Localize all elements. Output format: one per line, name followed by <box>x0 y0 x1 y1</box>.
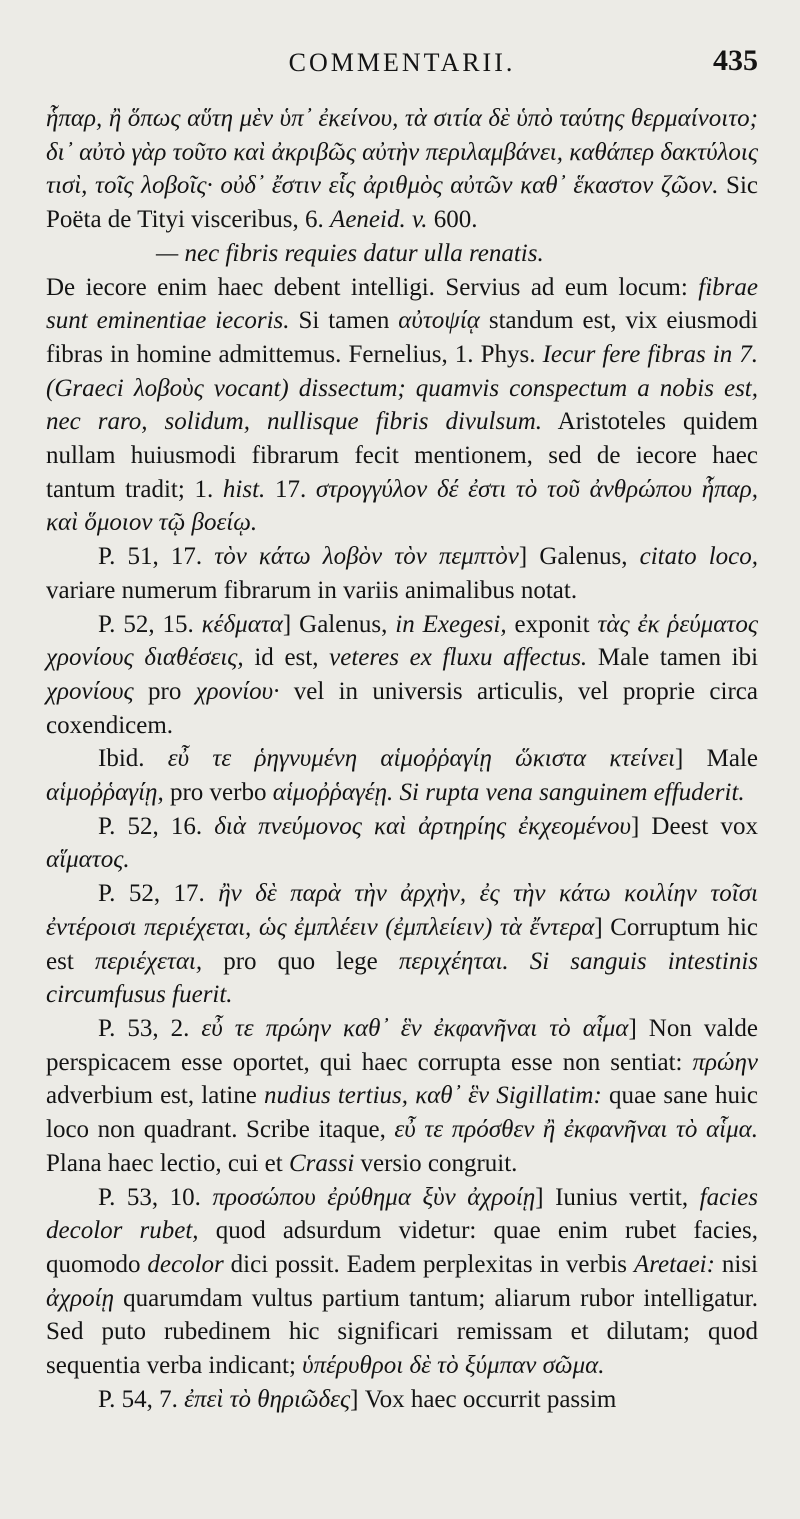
greek-text: ἢν δὲ παρὰ τὴν ἀρχὴν, ἐς τὴν κάτω κοιλίην τοῖσι ἐντέροισι περιέχεται, ὡς ἐμπλέειν (ἐμπλείειν) τὰ ἔντερα <box>46 880 758 941</box>
text-run: ] Vox haec occurrit passim <box>350 1385 617 1413</box>
greek-text: προσώπου ἐρύθημα ξὺν ἀχροίῃ <box>212 1183 536 1211</box>
page-body-text <box>46 102 758 1416</box>
italic-text: Si rupta vena sanguinem effuderit. <box>399 779 745 807</box>
text-run: Ibid. <box>98 745 168 773</box>
text-run: Plana haec lectio, cui et <box>46 1149 289 1177</box>
italic-text: in Exegesi, <box>395 610 507 638</box>
greek-text: τὰς ἐκ ῥεύματος χρονίους διαθέσεις, <box>46 610 758 672</box>
text-run: De iecore enim haec debent intelligi. Servius ad eum locum: <box>46 273 699 301</box>
text-run: quod adsurdum videtur: quae enim rubet facies, quomodo <box>46 1217 758 1278</box>
text-run: 600. <box>427 206 478 234</box>
paragraph <box>46 1181 758 1383</box>
greek-text: ἐπεὶ τὸ θηριῶδες <box>184 1385 351 1413</box>
italic-text: fibrae sunt eminentiae iecoris. <box>46 273 758 335</box>
greek-text: περιχέηται. <box>398 947 509 975</box>
text-run: P. 52, 17. <box>98 880 219 908</box>
text-run: P. 54, 7. <box>98 1385 185 1413</box>
text-run: ] Iunius vertit, <box>535 1183 700 1211</box>
text-run: pro <box>133 677 196 705</box>
greek-text: αἱμοῤῥαγέῃ. <box>272 779 394 807</box>
text-run: ] Corruptum hic est <box>46 913 758 975</box>
greek-text: λοβοὺς <box>133 374 204 402</box>
running-head: COMMENTARII. <box>288 48 516 77</box>
greek-text: εὖ τε πρώην καθ᾽ ἓν ἐκφανῆναι τὸ αἷμα <box>201 1014 629 1042</box>
greek-text: χρονίου· <box>195 677 280 705</box>
paragraph <box>46 1012 758 1181</box>
text-run: quarumdam vultus partium tantum; aliarum rubor intelligatur. Sed puto rubedinem hic significari remissam et dilutam; quod sequentia verba indicant; <box>46 1284 758 1380</box>
paragraph <box>46 608 758 743</box>
italic-text: vocant) dissectum; quamvis conspectum a nobis est, nec raro, solidum, nullisque fibris divulsum. <box>46 374 758 436</box>
greek-text: καθ᾽ ἓν <box>415 1082 490 1110</box>
text-run: pro verbo <box>163 779 273 807</box>
text-run: adverbium est, latine <box>46 1082 264 1110</box>
text-run: quae sane huic loco non quadrant. Scribe itaque, <box>46 1082 758 1144</box>
text-run: ] Male <box>675 745 759 773</box>
page-number: 435 <box>713 44 758 77</box>
greek-text: χρονίους <box>46 677 134 705</box>
italic-text: facies decolor rubet, <box>46 1183 758 1245</box>
greek-text: εὖ τε πρόσθεν ἢ ἐκφανῆναι τὸ αἷμα. <box>394 1116 758 1144</box>
text-run: pro quo lege <box>202 947 399 975</box>
text-run: — nec fibris requies datur ulla renatis. <box>156 239 544 267</box>
text-run: dici possit. Eadem perplexitas in verbis <box>223 1250 634 1278</box>
greek-text: ἀχροίῃ <box>46 1284 114 1312</box>
paragraph <box>46 1383 758 1417</box>
italic-text: hist. <box>222 475 266 503</box>
paragraph <box>46 102 758 237</box>
text-run: Aristoteles quidem nullam huiusmodi fibrarum fecit mentionem, sed de iecore haec tantum tradit; 1. <box>46 408 758 503</box>
paragraph <box>46 271 758 541</box>
text-run: versio congruit. <box>354 1149 518 1177</box>
italic-text: veteres ex fluxu affectus. <box>329 644 588 672</box>
greek-text: ἧπαρ, ἢ ὅπως αὕτη μὲν ὑπ᾽ ἐκείνου, τὰ σιτία δὲ ὑπὸ ταύτης θερμαίνοιτο; δι᾽ αὐτὸ γὰρ τοῦτο καὶ ἀκριβῶς αὐτὴν περιλαμβάνει, καθάπερ δακτύλοις τισὶ, τοῖς λοβοῖς· οὐδ᾽ ἔστιν εἷς ἀριθμὸς αὐτῶν καθ᾽ ἕκαστον ζῶον. <box>46 105 758 200</box>
italic-text: Crassi <box>288 1149 355 1177</box>
greek-text: ὑπέρυθροι δὲ τὸ ξύμπαν σῶμα. <box>302 1352 605 1380</box>
italic-text: Iecur fere fibras in 7. (Graeci <box>46 340 759 402</box>
text-run: ] Galenus, <box>282 610 396 638</box>
greek-text: εὖ τε ῥηγνυμένη αἱμοῤῥαγίῃ ὥκιστα κτείνει <box>167 745 676 773</box>
text-run: P. 53, 2. <box>98 1014 202 1042</box>
greek-text: αἱμοῤῥαγίῃ, <box>46 779 164 807</box>
italic-text: Si sanguis intestinis circumfusus fuerit. <box>46 947 758 1009</box>
text-run: nisi <box>714 1250 759 1278</box>
italic-text: Sigillatim: <box>496 1082 602 1110</box>
text-run: ] Deest vox <box>630 812 758 840</box>
greek-text: τὸν κάτω λοβὸν τὸν πεμπτὸν <box>214 543 519 571</box>
page-header <box>46 40 758 102</box>
text-run: exponit <box>506 610 598 638</box>
italic-text: Aeneid. v. <box>330 206 428 234</box>
paragraph <box>46 237 758 271</box>
greek-text: κέδματα <box>201 610 283 638</box>
paragraph <box>46 540 758 607</box>
paragraph <box>46 742 758 809</box>
text-run: P. 51, 17. <box>98 543 215 571</box>
text-run: variare numerum fibrarum in variis animalibus notat. <box>46 576 578 604</box>
greek-text: στρογγύλον δέ ἐστι τὸ τοῦ ἀνθρώπου ἧπαρ, καὶ ὅμοιον τῷ βοείῳ. <box>46 475 758 537</box>
greek-text: αἵματος. <box>46 846 130 874</box>
text-run: Sic Poëta de Tityi visceribus, 6. <box>46 172 758 234</box>
text-run: P. 53, 10. <box>98 1183 213 1211</box>
italic-text: citato loco, <box>639 543 758 571</box>
paragraph <box>46 877 758 1012</box>
text-run: P. 52, 16. <box>98 812 215 840</box>
text-run: id est, <box>243 644 330 672</box>
text-run: standum est, vix eiusmodi fibras in homine admittemus. Fernelius, 1. Phys. <box>46 307 758 368</box>
italic-text: nudius tertius, <box>264 1082 408 1110</box>
text-run <box>509 948 530 975</box>
text-run: Si tamen <box>289 307 399 335</box>
italic-text: decolor <box>147 1250 224 1278</box>
text-run: Male tamen ibi <box>587 644 759 672</box>
text-run: vel in universis articulis, vel proprie circa coxendicem. <box>46 677 758 739</box>
text-run: P. 52, 15. <box>98 610 202 638</box>
greek-text: περιέχεται, <box>94 947 203 975</box>
greek-text: πρώην <box>692 1048 758 1076</box>
text-run: ] Non valde perspicacem esse oportet, qui haec corrupta esse non sentiat: <box>46 1014 758 1076</box>
greek-text: διὰ πνεύμονος καὶ ἀρτηρίης ἐκχεομένου <box>214 812 631 840</box>
text-run: ] Galenus, <box>518 543 640 571</box>
greek-text: αὐτοψίᾳ <box>398 307 480 335</box>
italic-text: Aretaei: <box>633 1250 715 1278</box>
text-run: 17. <box>265 475 316 503</box>
paragraph <box>46 810 758 877</box>
